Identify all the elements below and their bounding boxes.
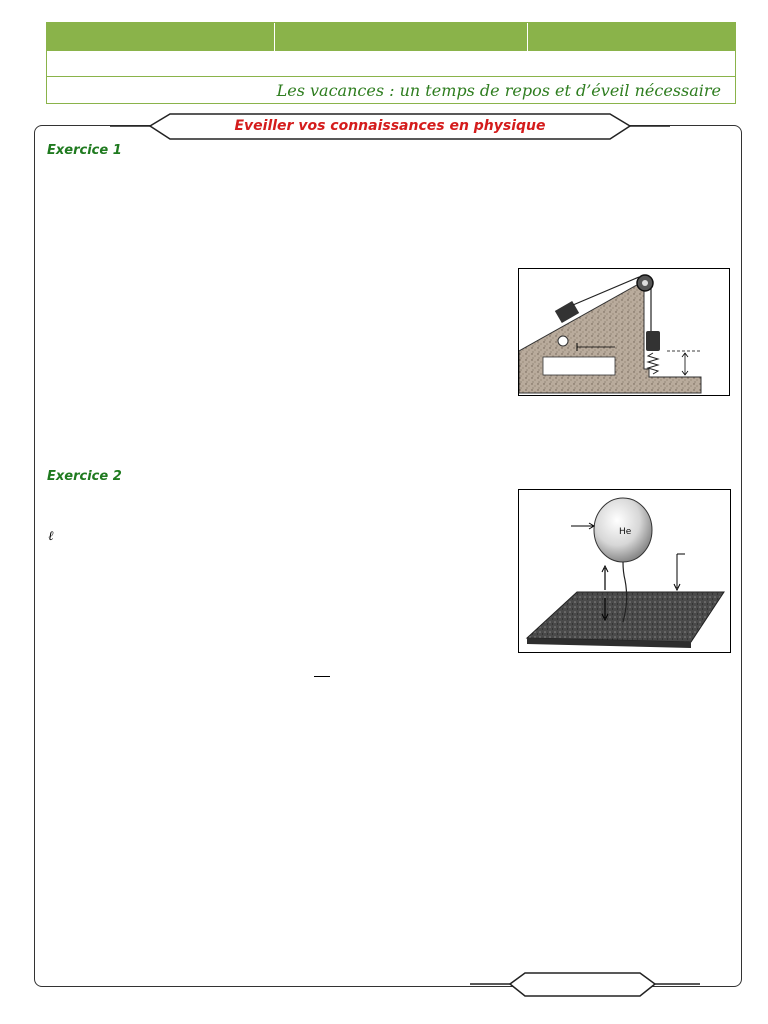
- balloon-diagram: [519, 490, 730, 652]
- header-cell-3: [528, 23, 735, 51]
- exercise-1-label: Exercice 1: [47, 143, 122, 158]
- section-title: Eveiller vos connaissances en physique: [234, 118, 546, 134]
- figure-incline-pulley: [518, 268, 730, 396]
- header-cell-1: [47, 23, 275, 51]
- header-subtitle: Les vacances : un temps de repos et d’éveil nécessaire: [276, 81, 721, 100]
- incline-diagram: [519, 269, 729, 395]
- length-symbol: ℓ: [48, 529, 54, 544]
- section-title-ribbon: [110, 112, 670, 142]
- fraction-bar: [314, 676, 330, 677]
- figure-helium-balloon: [518, 489, 731, 653]
- balloon-he-label: He: [619, 527, 632, 537]
- header-green-bar: [47, 23, 735, 51]
- header-empty-row: [47, 51, 735, 77]
- header-cell-2: [275, 23, 528, 51]
- exercise-2-label: Exercice 2: [47, 469, 122, 484]
- header-box: [46, 22, 736, 104]
- footer-ribbon-shape: [470, 970, 700, 998]
- footer-ribbon: [470, 970, 700, 998]
